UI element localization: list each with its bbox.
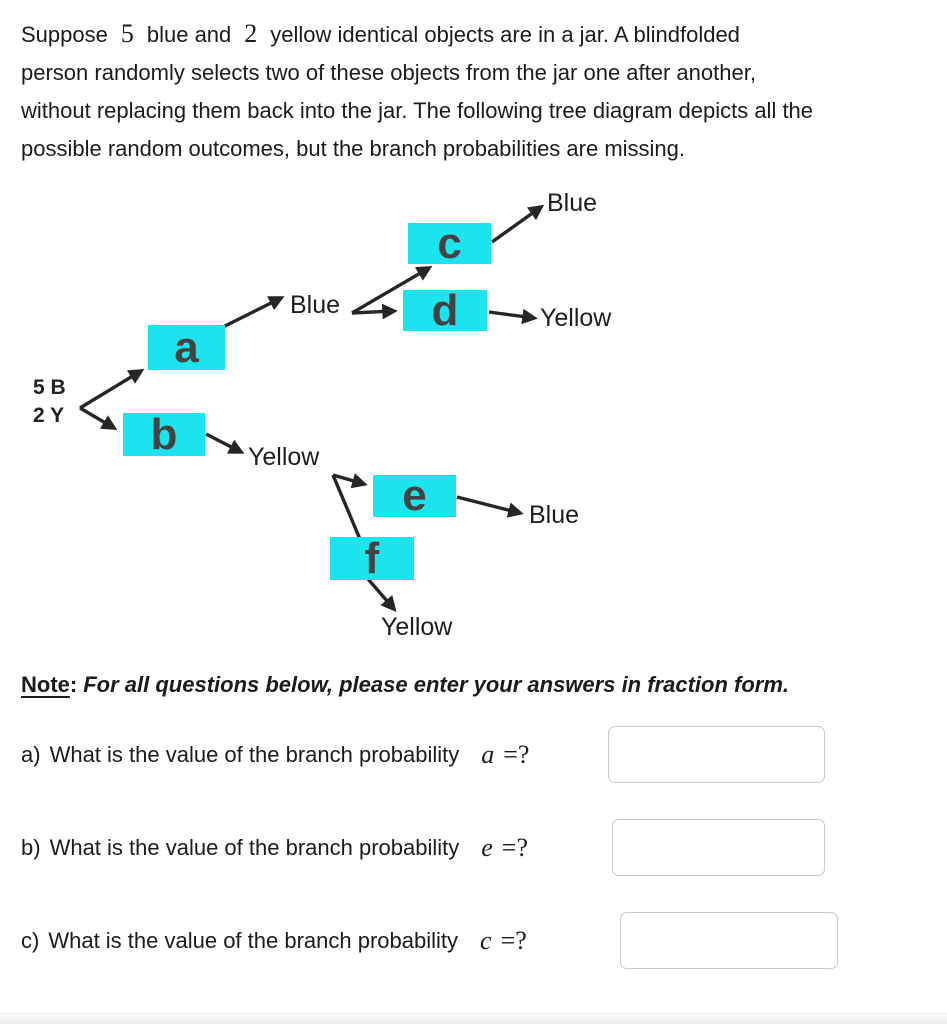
outcome-label-blue-after-c: Blue [547, 189, 598, 217]
question-b-variable: e [481, 833, 493, 862]
count-blue: 5 [120, 19, 134, 48]
question-a-text: What is the value of the branch probability [49, 742, 460, 767]
outcome-label-yellow-after-d: Yellow [540, 304, 612, 332]
question-b-prefix: b) [21, 835, 41, 860]
arrow-f-to-yellow [368, 579, 394, 609]
problem-text: yellow identical objects are in a jar. A blindfolded [270, 22, 740, 47]
arrow-yellow-to-f [333, 475, 362, 544]
problem-statement [21, 15, 941, 168]
question-a-variable: a [481, 740, 495, 769]
tree-diagram [0, 182, 700, 660]
count-yellow: 2 [244, 19, 258, 48]
answer-input-a[interactable] [608, 726, 825, 783]
question-b-text: What is the value of the branch probability [49, 835, 460, 860]
question-c [0, 912, 947, 970]
question-b-equals: =? [501, 833, 528, 862]
note-separator: : [69, 672, 78, 697]
tree-arrows [0, 182, 700, 660]
problem-text-line-4: possible random outcomes, but the branch probabilities are missing. [21, 136, 686, 161]
question-a [0, 726, 947, 784]
question-c-equals: =? [500, 926, 527, 955]
arrow-c-to-blue [492, 207, 541, 242]
tree-node-f: f [330, 537, 414, 580]
arrow-root-to-a [80, 371, 141, 408]
question-c-variable: c [480, 926, 492, 955]
outcome-label-yellow-level1: Yellow [248, 443, 320, 471]
root-count-blue: 5 B [33, 376, 66, 399]
outcome-label-yellow-after-f: Yellow [381, 613, 453, 641]
outcome-label-blue-level1: Blue [290, 291, 341, 319]
root-node-label [33, 374, 66, 430]
root-count-yellow: 2 Y [33, 404, 65, 427]
question-a-equals: =? [503, 740, 530, 769]
question-a-prefix: a) [21, 742, 41, 767]
tree-node-d: d [403, 290, 487, 331]
arrow-e-to-blue [457, 497, 520, 513]
answer-input-c[interactable] [620, 912, 838, 969]
tree-node-c: c [408, 223, 491, 264]
question-c-text: What is the value of the branch probability [48, 928, 459, 953]
problem-text-line-2: person randomly selects two of these objects from the jar one after another, [21, 60, 756, 85]
page-bottom-strip [0, 1013, 947, 1024]
tree-node-a: a [148, 325, 225, 370]
note [21, 672, 789, 698]
arrow-a-to-blue [223, 298, 281, 327]
question-b [0, 819, 947, 877]
outcome-label-blue-after-e: Blue [529, 501, 580, 529]
problem-text: blue and [146, 22, 232, 47]
note-label: Note [21, 672, 70, 697]
arrow-root-to-b [80, 408, 114, 428]
arrow-b-to-yellow [206, 434, 241, 452]
tree-node-b: b [123, 413, 205, 456]
note-text: For all questions below, please enter your answers in fraction form. [83, 672, 790, 697]
arrow-blue-to-d [352, 311, 394, 313]
arrow-d-to-yellow [489, 312, 534, 318]
problem-text: Suppose [21, 22, 108, 47]
problem-text-line-1 [21, 15, 941, 54]
question-c-prefix: c) [21, 928, 40, 953]
answer-input-e[interactable] [612, 819, 825, 876]
tree-node-e: e [373, 475, 456, 517]
problem-text-line-3: without replacing them back into the jar. The following tree diagram depicts all the [21, 98, 814, 123]
